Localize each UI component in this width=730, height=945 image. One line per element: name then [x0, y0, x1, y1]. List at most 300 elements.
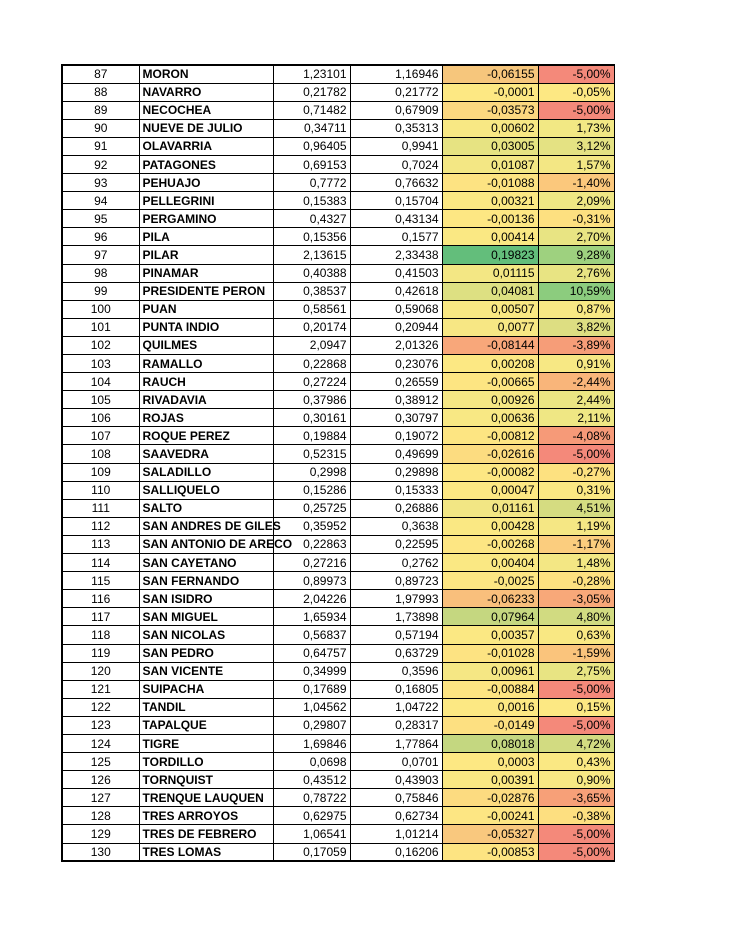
- value-1-cell: 0,56837: [273, 626, 350, 644]
- municipality-name-cell: RIVADAVIA: [139, 391, 273, 409]
- table-row: [62, 590, 614, 608]
- row-number-cell: 109: [62, 463, 139, 481]
- percent-change-cell: -5,00%: [538, 65, 614, 83]
- percent-change-cell: 2,44%: [538, 391, 614, 409]
- row-number-cell: 118: [62, 626, 139, 644]
- value-2-cell: 0,63729: [350, 644, 442, 662]
- row-number-cell: 98: [62, 264, 139, 282]
- row-number-cell: 125: [62, 753, 139, 771]
- municipality-name-cell: SAN CAYETANO: [139, 554, 273, 572]
- row-number-cell: 126: [62, 771, 139, 789]
- municipality-table: [61, 64, 615, 862]
- value-2-cell: 1,97993: [350, 590, 442, 608]
- percent-change-cell: 2,70%: [538, 228, 614, 246]
- value-1-cell: 0,29807: [273, 716, 350, 734]
- row-number-cell: 114: [62, 554, 139, 572]
- value-2-cell: 0,59068: [350, 300, 442, 318]
- value-1-cell: 0,34711: [273, 119, 350, 137]
- percent-change-cell: 2,75%: [538, 662, 614, 680]
- value-2-cell: 1,01214: [350, 825, 442, 843]
- row-number-cell: 105: [62, 391, 139, 409]
- difference-cell: 0,00414: [442, 228, 538, 246]
- difference-cell: -0,0149: [442, 716, 538, 734]
- table-row: [62, 210, 614, 228]
- value-1-cell: 0,22868: [273, 355, 350, 373]
- row-number-cell: 107: [62, 427, 139, 445]
- value-1-cell: 1,69846: [273, 734, 350, 752]
- table-row: [62, 771, 614, 789]
- table-row: [62, 336, 614, 354]
- table-row: [62, 662, 614, 680]
- row-number-cell: 122: [62, 698, 139, 716]
- table-row: [62, 517, 614, 535]
- row-number-cell: 101: [62, 318, 139, 336]
- percent-change-cell: 1,57%: [538, 155, 614, 173]
- value-1-cell: 2,04226: [273, 590, 350, 608]
- value-2-cell: 0,26559: [350, 373, 442, 391]
- percent-change-cell: -5,00%: [538, 445, 614, 463]
- municipality-name-cell: SAN ANDRES DE GILES: [139, 517, 273, 535]
- row-number-cell: 108: [62, 445, 139, 463]
- percent-change-cell: -5,00%: [538, 680, 614, 698]
- value-2-cell: 1,77864: [350, 734, 442, 752]
- municipality-name-cell: NECOCHEA: [139, 101, 273, 119]
- municipality-name-cell: PINAMAR: [139, 264, 273, 282]
- table-row: [62, 282, 614, 300]
- table-row: [62, 807, 614, 825]
- table-row: [62, 753, 614, 771]
- value-1-cell: 1,06541: [273, 825, 350, 843]
- value-1-cell: 0,37986: [273, 391, 350, 409]
- row-number-cell: 92: [62, 155, 139, 173]
- municipality-name-cell: SALADILLO: [139, 463, 273, 481]
- municipality-name-cell: NAVARRO: [139, 83, 273, 101]
- municipality-name-cell: SAAVEDRA: [139, 445, 273, 463]
- percent-change-cell: -4,08%: [538, 427, 614, 445]
- value-1-cell: 0,0698: [273, 753, 350, 771]
- difference-cell: 0,00636: [442, 409, 538, 427]
- value-1-cell: 0,27224: [273, 373, 350, 391]
- value-2-cell: 0,75846: [350, 789, 442, 807]
- municipality-name-cell: RAMALLO: [139, 355, 273, 373]
- difference-cell: 0,00926: [442, 391, 538, 409]
- value-2-cell: 0,41503: [350, 264, 442, 282]
- municipality-name-cell: SAN NICOLAS: [139, 626, 273, 644]
- municipality-name-cell: NUEVE DE JULIO: [139, 119, 273, 137]
- value-1-cell: 2,0947: [273, 336, 350, 354]
- value-1-cell: 0,71482: [273, 101, 350, 119]
- difference-cell: -0,02876: [442, 789, 538, 807]
- row-number-cell: 128: [62, 807, 139, 825]
- table-row: [62, 65, 614, 83]
- difference-cell: -0,02616: [442, 445, 538, 463]
- value-1-cell: 0,27216: [273, 554, 350, 572]
- row-number-cell: 124: [62, 734, 139, 752]
- table-row: [62, 554, 614, 572]
- table-row: [62, 463, 614, 481]
- municipality-name-cell: RAUCH: [139, 373, 273, 391]
- percent-change-cell: 1,73%: [538, 119, 614, 137]
- difference-cell: -0,00884: [442, 680, 538, 698]
- value-1-cell: 0,58561: [273, 300, 350, 318]
- row-number-cell: 123: [62, 716, 139, 734]
- value-2-cell: 0,28317: [350, 716, 442, 734]
- value-1-cell: 0,15286: [273, 481, 350, 499]
- percent-change-cell: 9,28%: [538, 246, 614, 264]
- value-1-cell: 0,78722: [273, 789, 350, 807]
- percent-change-cell: 4,51%: [538, 499, 614, 517]
- row-number-cell: 130: [62, 843, 139, 861]
- percent-change-cell: -0,05%: [538, 83, 614, 101]
- municipality-name-cell: TRES LOMAS: [139, 843, 273, 861]
- percent-change-cell: -3,05%: [538, 590, 614, 608]
- percent-change-cell: -3,65%: [538, 789, 614, 807]
- table-row: [62, 101, 614, 119]
- row-number-cell: 116: [62, 590, 139, 608]
- row-number-cell: 113: [62, 535, 139, 553]
- value-1-cell: 0,25725: [273, 499, 350, 517]
- difference-cell: 0,00391: [442, 771, 538, 789]
- municipality-name-cell: SALTO: [139, 499, 273, 517]
- percent-change-cell: 4,72%: [538, 734, 614, 752]
- row-number-cell: 111: [62, 499, 139, 517]
- value-2-cell: 0,22595: [350, 535, 442, 553]
- table-row: [62, 264, 614, 282]
- difference-cell: -0,08144: [442, 336, 538, 354]
- percent-change-cell: 0,31%: [538, 481, 614, 499]
- value-1-cell: 0,34999: [273, 662, 350, 680]
- value-2-cell: 0,57194: [350, 626, 442, 644]
- value-1-cell: 1,23101: [273, 65, 350, 83]
- percent-change-cell: 2,76%: [538, 264, 614, 282]
- row-number-cell: 119: [62, 644, 139, 662]
- percent-change-cell: 0,90%: [538, 771, 614, 789]
- difference-cell: -0,01088: [442, 174, 538, 192]
- difference-cell: 0,01161: [442, 499, 538, 517]
- value-2-cell: 0,19072: [350, 427, 442, 445]
- row-number-cell: 102: [62, 336, 139, 354]
- value-1-cell: 0,89973: [273, 572, 350, 590]
- difference-cell: 0,00507: [442, 300, 538, 318]
- row-number-cell: 88: [62, 83, 139, 101]
- difference-cell: 0,0077: [442, 318, 538, 336]
- row-number-cell: 97: [62, 246, 139, 264]
- municipality-name-cell: MORON: [139, 65, 273, 83]
- difference-cell: -0,00812: [442, 427, 538, 445]
- value-2-cell: 0,43134: [350, 210, 442, 228]
- table-row: [62, 246, 614, 264]
- municipality-name-cell: SAN PEDRO: [139, 644, 273, 662]
- municipality-name-cell: PILA: [139, 228, 273, 246]
- percent-change-cell: -0,27%: [538, 463, 614, 481]
- value-2-cell: 0,30797: [350, 409, 442, 427]
- value-1-cell: 0,7772: [273, 174, 350, 192]
- row-number-cell: 99: [62, 282, 139, 300]
- municipality-name-cell: TANDIL: [139, 698, 273, 716]
- municipality-name-cell: TORDILLO: [139, 753, 273, 771]
- difference-cell: -0,05327: [442, 825, 538, 843]
- percent-change-cell: -1,17%: [538, 535, 614, 553]
- row-number-cell: 120: [62, 662, 139, 680]
- row-number-cell: 100: [62, 300, 139, 318]
- value-2-cell: 0,1577: [350, 228, 442, 246]
- value-2-cell: 2,33438: [350, 246, 442, 264]
- value-1-cell: 0,21782: [273, 83, 350, 101]
- value-2-cell: 0,20944: [350, 318, 442, 336]
- municipality-name-cell: SAN ISIDRO: [139, 590, 273, 608]
- percent-change-cell: 0,43%: [538, 753, 614, 771]
- table-row: [62, 300, 614, 318]
- value-2-cell: 0,3596: [350, 662, 442, 680]
- value-2-cell: 0,89723: [350, 572, 442, 590]
- value-2-cell: 0,16805: [350, 680, 442, 698]
- percent-change-cell: -1,59%: [538, 644, 614, 662]
- value-1-cell: 0,64757: [273, 644, 350, 662]
- value-2-cell: 0,9941: [350, 137, 442, 155]
- percent-change-cell: 0,15%: [538, 698, 614, 716]
- difference-cell: 0,00321: [442, 192, 538, 210]
- value-1-cell: 1,65934: [273, 608, 350, 626]
- municipality-name-cell: TORNQUIST: [139, 771, 273, 789]
- municipality-name-cell: PILAR: [139, 246, 273, 264]
- table-row: [62, 698, 614, 716]
- municipality-name-cell: SAN MIGUEL: [139, 608, 273, 626]
- percent-change-cell: -5,00%: [538, 716, 614, 734]
- difference-cell: 0,0016: [442, 698, 538, 716]
- value-1-cell: 0,15383: [273, 192, 350, 210]
- row-number-cell: 112: [62, 517, 139, 535]
- percent-change-cell: -2,44%: [538, 373, 614, 391]
- table-row: [62, 318, 614, 336]
- value-2-cell: 0,43903: [350, 771, 442, 789]
- difference-cell: 0,00428: [442, 517, 538, 535]
- difference-cell: 0,00404: [442, 554, 538, 572]
- difference-cell: -0,06233: [442, 590, 538, 608]
- table-row: [62, 626, 614, 644]
- row-number-cell: 121: [62, 680, 139, 698]
- value-2-cell: 0,3638: [350, 517, 442, 535]
- row-number-cell: 94: [62, 192, 139, 210]
- percent-change-cell: 0,87%: [538, 300, 614, 318]
- row-number-cell: 96: [62, 228, 139, 246]
- table-row: [62, 445, 614, 463]
- table-row: [62, 83, 614, 101]
- value-2-cell: 0,15333: [350, 481, 442, 499]
- municipality-name-cell: SAN ANTONIO DE ARECO: [139, 535, 273, 553]
- difference-cell: 0,00357: [442, 626, 538, 644]
- table-row: [62, 716, 614, 734]
- difference-cell: 0,03005: [442, 137, 538, 155]
- value-2-cell: 0,29898: [350, 463, 442, 481]
- percent-change-cell: 2,11%: [538, 409, 614, 427]
- value-2-cell: 1,04722: [350, 698, 442, 716]
- municipality-name-cell: TRENQUE LAUQUEN: [139, 789, 273, 807]
- percent-change-cell: -5,00%: [538, 101, 614, 119]
- difference-cell: -0,00853: [442, 843, 538, 861]
- row-number-cell: 95: [62, 210, 139, 228]
- percent-change-cell: -5,00%: [538, 825, 614, 843]
- value-2-cell: 0,49699: [350, 445, 442, 463]
- value-1-cell: 0,35952: [273, 517, 350, 535]
- difference-cell: 0,01115: [442, 264, 538, 282]
- value-2-cell: 0,76632: [350, 174, 442, 192]
- row-number-cell: 129: [62, 825, 139, 843]
- value-2-cell: 0,21772: [350, 83, 442, 101]
- municipality-name-cell: OLAVARRIA: [139, 137, 273, 155]
- difference-cell: -0,0001: [442, 83, 538, 101]
- value-2-cell: 0,2762: [350, 554, 442, 572]
- percent-change-cell: 4,80%: [538, 608, 614, 626]
- municipality-name-cell: PRESIDENTE PERON: [139, 282, 273, 300]
- municipality-name-cell: ROJAS: [139, 409, 273, 427]
- row-number-cell: 104: [62, 373, 139, 391]
- difference-cell: 0,01087: [442, 155, 538, 173]
- percent-change-cell: -5,00%: [538, 843, 614, 861]
- table-row: [62, 843, 614, 861]
- table-row: [62, 228, 614, 246]
- difference-cell: -0,06155: [442, 65, 538, 83]
- table-row: [62, 734, 614, 752]
- table-row: [62, 789, 614, 807]
- value-1-cell: 0,52315: [273, 445, 350, 463]
- value-2-cell: 0,67909: [350, 101, 442, 119]
- table-row: [62, 409, 614, 427]
- municipality-name-cell: PUNTA INDIO: [139, 318, 273, 336]
- percent-change-cell: 10,59%: [538, 282, 614, 300]
- percent-change-cell: 1,48%: [538, 554, 614, 572]
- municipality-name-cell: PATAGONES: [139, 155, 273, 173]
- row-number-cell: 91: [62, 137, 139, 155]
- table-row: [62, 391, 614, 409]
- value-1-cell: 0,20174: [273, 318, 350, 336]
- row-number-cell: 103: [62, 355, 139, 373]
- table-row: [62, 355, 614, 373]
- value-2-cell: 0,0701: [350, 753, 442, 771]
- percent-change-cell: -1,40%: [538, 174, 614, 192]
- municipality-name-cell: QUILMES: [139, 336, 273, 354]
- percent-change-cell: 3,82%: [538, 318, 614, 336]
- table-row: [62, 119, 614, 137]
- difference-cell: 0,00208: [442, 355, 538, 373]
- difference-cell: -0,01028: [442, 644, 538, 662]
- value-1-cell: 0,62975: [273, 807, 350, 825]
- difference-cell: -0,00241: [442, 807, 538, 825]
- value-2-cell: 0,16206: [350, 843, 442, 861]
- difference-cell: -0,00082: [442, 463, 538, 481]
- table-row: [62, 155, 614, 173]
- municipality-name-cell: SALLIQUELO: [139, 481, 273, 499]
- municipality-name-cell: TIGRE: [139, 734, 273, 752]
- table-row: [62, 174, 614, 192]
- value-2-cell: 2,01326: [350, 336, 442, 354]
- table-row: [62, 481, 614, 499]
- percent-change-cell: 3,12%: [538, 137, 614, 155]
- value-1-cell: 2,13615: [273, 246, 350, 264]
- percent-change-cell: 0,63%: [538, 626, 614, 644]
- difference-cell: -0,03573: [442, 101, 538, 119]
- municipality-name-cell: ROQUE PEREZ: [139, 427, 273, 445]
- table-row: [62, 427, 614, 445]
- difference-cell: 0,08018: [442, 734, 538, 752]
- value-1-cell: 0,38537: [273, 282, 350, 300]
- value-2-cell: 0,7024: [350, 155, 442, 173]
- table-row: [62, 192, 614, 210]
- percent-change-cell: -0,28%: [538, 572, 614, 590]
- table-row: [62, 680, 614, 698]
- percent-change-cell: -3,89%: [538, 336, 614, 354]
- value-2-cell: 0,35313: [350, 119, 442, 137]
- percent-change-cell: 1,19%: [538, 517, 614, 535]
- percent-change-cell: -0,31%: [538, 210, 614, 228]
- row-number-cell: 89: [62, 101, 139, 119]
- value-1-cell: 0,96405: [273, 137, 350, 155]
- value-1-cell: 0,17689: [273, 680, 350, 698]
- row-number-cell: 90: [62, 119, 139, 137]
- table-row: [62, 373, 614, 391]
- value-1-cell: 0,22863: [273, 535, 350, 553]
- value-1-cell: 0,30161: [273, 409, 350, 427]
- municipality-name-cell: TRES DE FEBRERO: [139, 825, 273, 843]
- value-2-cell: 0,62734: [350, 807, 442, 825]
- municipality-name-cell: SUIPACHA: [139, 680, 273, 698]
- municipality-name-cell: SAN VICENTE: [139, 662, 273, 680]
- row-number-cell: 117: [62, 608, 139, 626]
- table-row: [62, 608, 614, 626]
- percent-change-cell: 0,91%: [538, 355, 614, 373]
- value-1-cell: 0,69153: [273, 155, 350, 173]
- value-2-cell: 0,15704: [350, 192, 442, 210]
- difference-cell: 0,00602: [442, 119, 538, 137]
- difference-cell: 0,00961: [442, 662, 538, 680]
- difference-cell: -0,0025: [442, 572, 538, 590]
- value-2-cell: 0,42618: [350, 282, 442, 300]
- table-row: [62, 535, 614, 553]
- table-body: [62, 65, 614, 861]
- row-number-cell: 106: [62, 409, 139, 427]
- value-1-cell: 0,43512: [273, 771, 350, 789]
- table-row: [62, 499, 614, 517]
- value-1-cell: 0,40388: [273, 264, 350, 282]
- municipality-name-cell: PUAN: [139, 300, 273, 318]
- difference-cell: -0,00665: [442, 373, 538, 391]
- value-2-cell: 0,26886: [350, 499, 442, 517]
- municipality-name-cell: SAN FERNANDO: [139, 572, 273, 590]
- municipality-name-cell: PELLEGRINI: [139, 192, 273, 210]
- difference-cell: 0,04081: [442, 282, 538, 300]
- row-number-cell: 110: [62, 481, 139, 499]
- value-1-cell: 0,17059: [273, 843, 350, 861]
- difference-cell: 0,0003: [442, 753, 538, 771]
- value-1-cell: 0,2998: [273, 463, 350, 481]
- value-1-cell: 0,15356: [273, 228, 350, 246]
- value-2-cell: 0,23076: [350, 355, 442, 373]
- row-number-cell: 93: [62, 174, 139, 192]
- row-number-cell: 127: [62, 789, 139, 807]
- table-row: [62, 644, 614, 662]
- difference-cell: -0,00268: [442, 535, 538, 553]
- table-row: [62, 572, 614, 590]
- difference-cell: 0,07964: [442, 608, 538, 626]
- row-number-cell: 115: [62, 572, 139, 590]
- percent-change-cell: -0,38%: [538, 807, 614, 825]
- difference-cell: 0,19823: [442, 246, 538, 264]
- value-2-cell: 1,16946: [350, 65, 442, 83]
- difference-cell: -0,00136: [442, 210, 538, 228]
- municipality-name-cell: TRES ARROYOS: [139, 807, 273, 825]
- value-1-cell: 1,04562: [273, 698, 350, 716]
- table-row: [62, 825, 614, 843]
- municipality-name-cell: PERGAMINO: [139, 210, 273, 228]
